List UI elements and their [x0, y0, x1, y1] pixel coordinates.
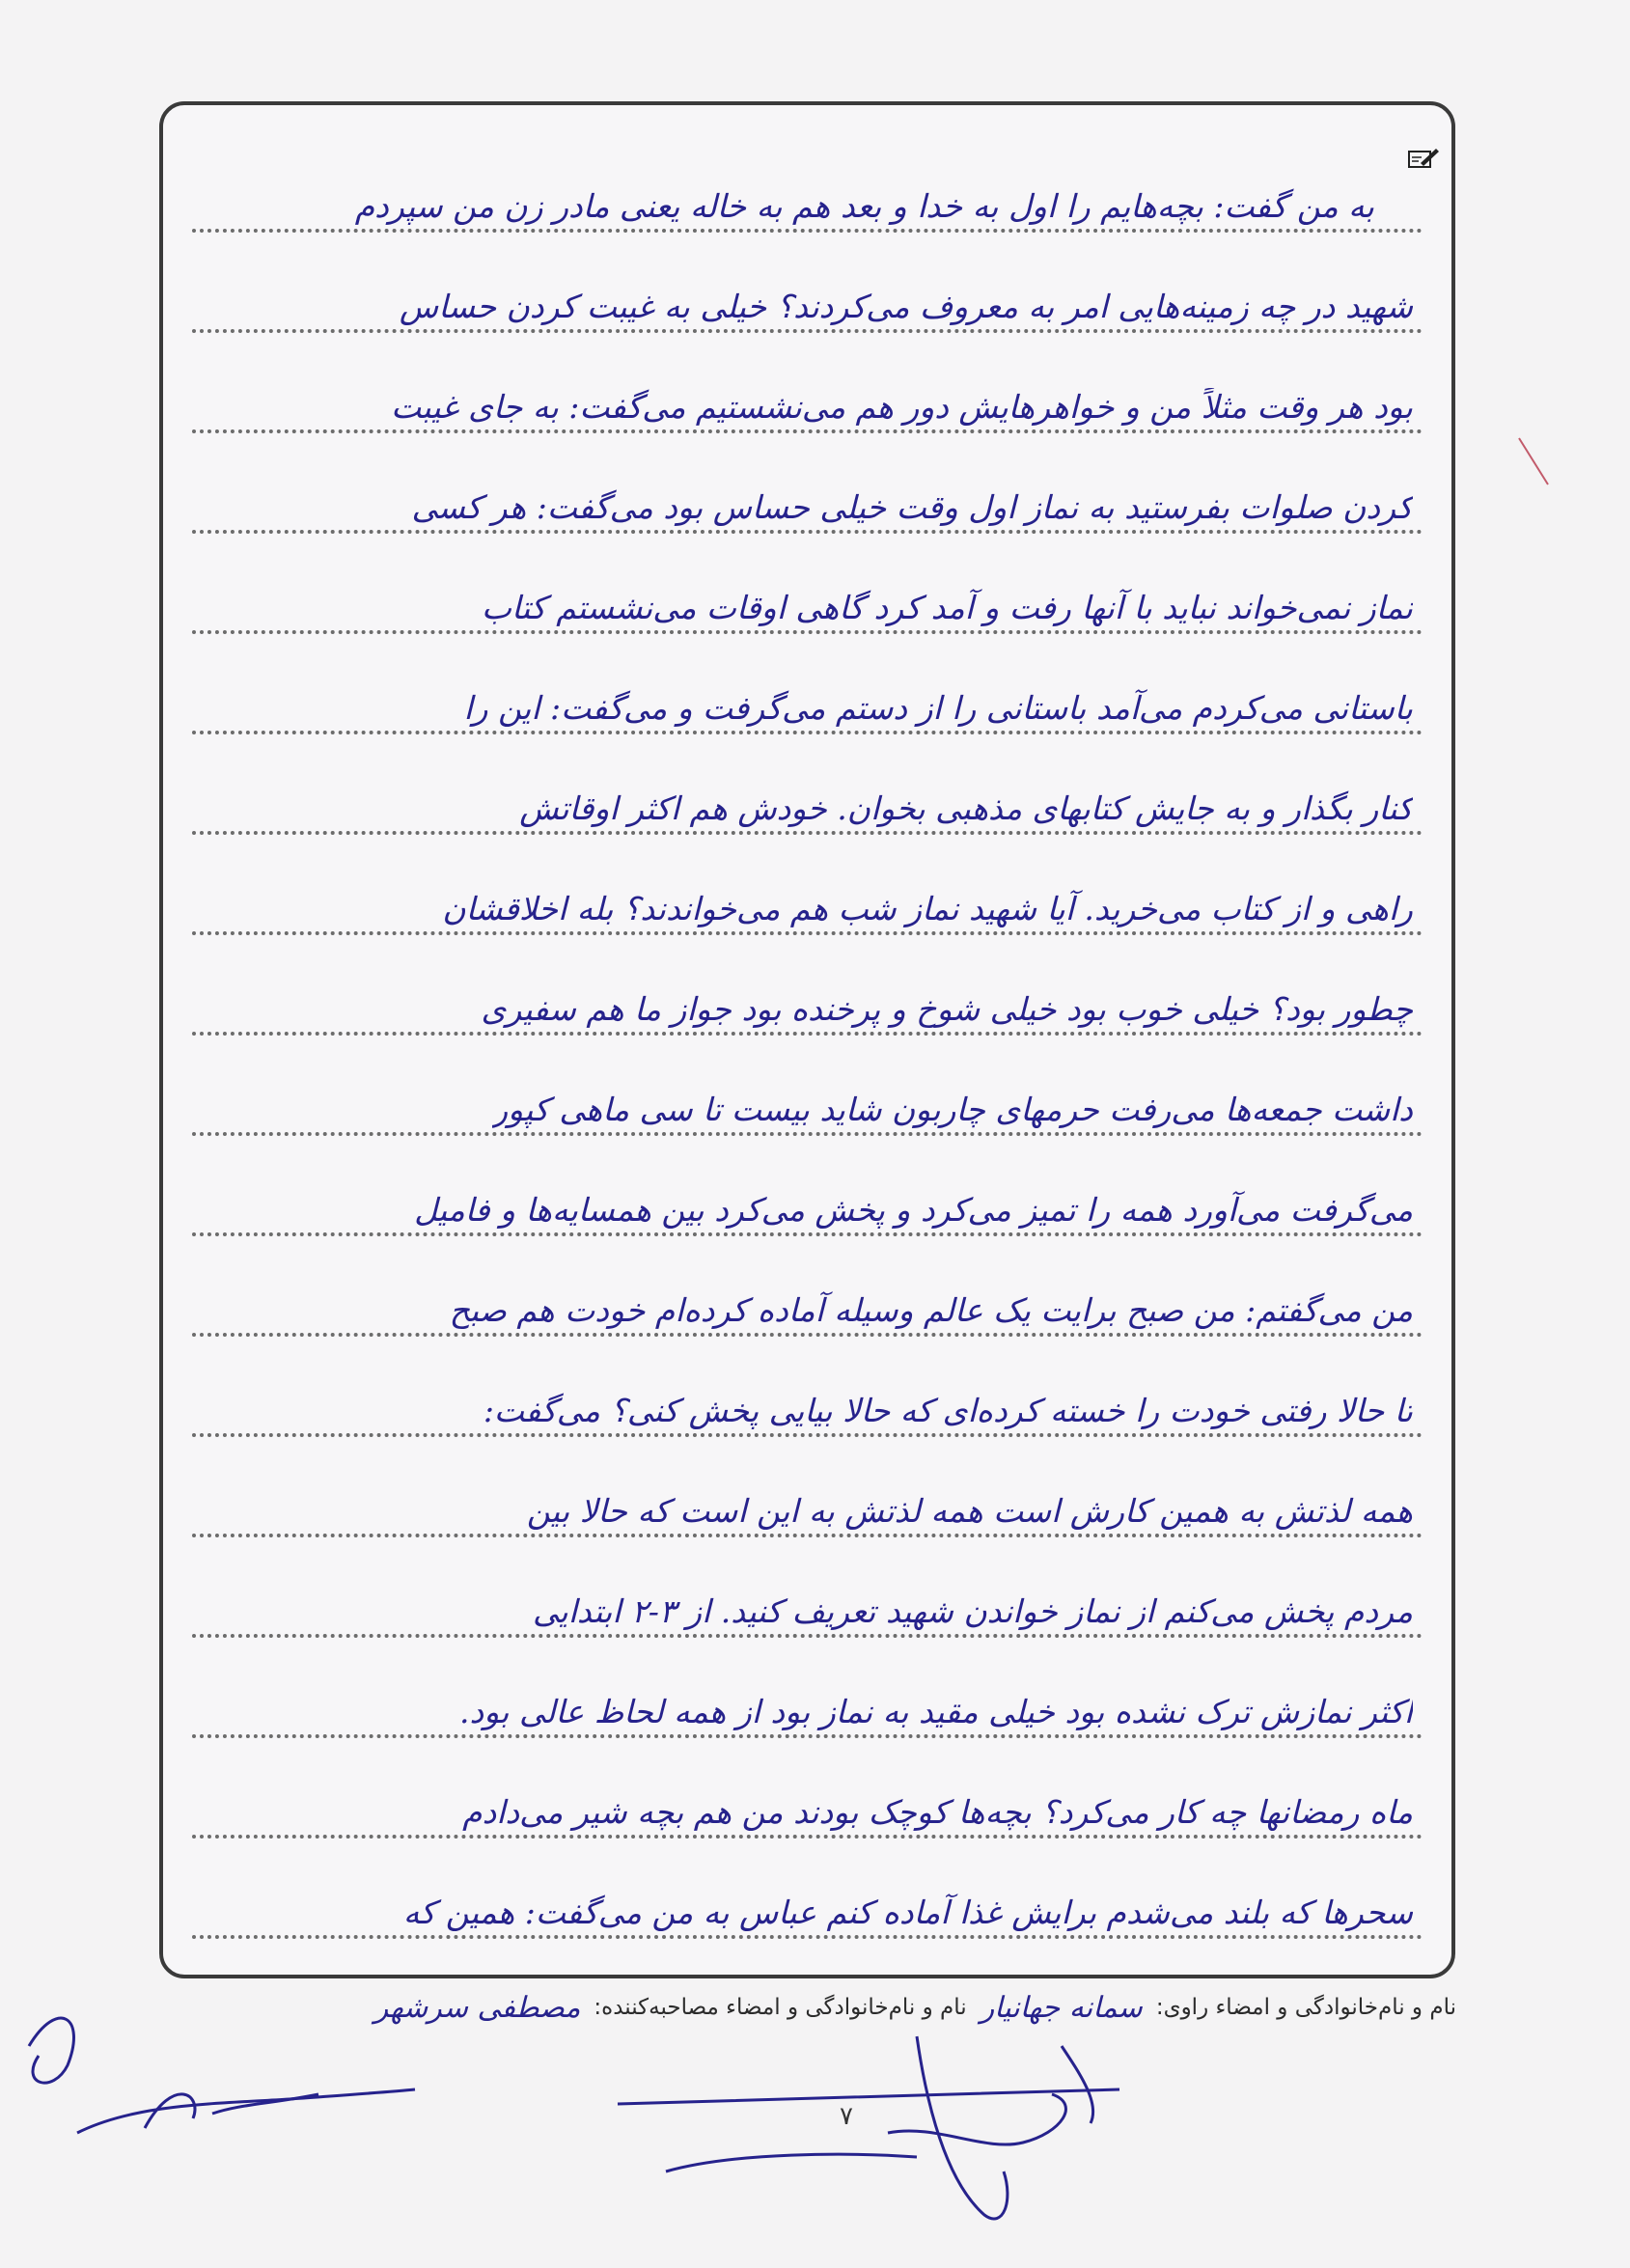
text-line [192, 433, 1423, 534]
text-line [192, 132, 1423, 233]
narrator-name: سمانه جهانیار [980, 1990, 1143, 2025]
text-line-content: باستانی می‌کردم می‌آمد باستانی را از دستم می‌گرفت و می‌گفت: این را [463, 689, 1413, 727]
handwritten-text-body [192, 105, 1423, 1975]
text-line-content: سحرها که بلند می‌شدم برایش غذا آماده کنم عباس به من می‌گفت: همین که [402, 1894, 1413, 1931]
text-line [192, 1638, 1423, 1738]
text-line-content: شهید در چه زمینه‌هایی امر به معروف می‌کردند؟ خیلی به غیبت کردن حساس [399, 288, 1413, 325]
text-line-content: داشت جمعه‌ها می‌رفت حرمهای چاربون شاید بیست تا سی ماهی کپور [492, 1091, 1413, 1128]
text-line [192, 1839, 1423, 1939]
narrator-label: نام و نام‌خانوادگی و امضاء راوی: [1155, 1995, 1456, 2020]
text-line [192, 1036, 1423, 1136]
text-line [192, 1337, 1423, 1437]
narrator-signature [0, 1959, 425, 2152]
text-line-content: کنار بگذار و به جایش کتابهای مذهبی بخوان. خودش هم اکثر اوقاتش [519, 789, 1413, 827]
text-line [192, 1537, 1423, 1638]
text-line-content: من می‌گفتم: من صبح برایت یک عالم وسیله آماده کرده‌ام خودت هم صبح [449, 1291, 1413, 1329]
interviewer-signature [598, 1988, 1216, 2239]
text-line [192, 333, 1423, 433]
text-line [192, 233, 1423, 333]
text-line-content: اکثر نمازش ترک نشده بود خیلی مقید به نماز بود از همه لحاظ عالی بود. [459, 1693, 1413, 1730]
text-line [192, 734, 1423, 835]
text-line-content: چطور بود؟ خیلی خوب بود خیلی شوخ و پرخنده بود جواز ما هم سفیری [481, 990, 1413, 1028]
text-line [192, 835, 1423, 935]
text-line-content: تا حالا رفتی خودت را خسته کرده‌ای که حالا بیایی پخش کنی؟ می‌گفت: [483, 1392, 1413, 1429]
interviewer-name: مصطفی سرشهر [373, 1990, 581, 2025]
text-line-content: به من گفت: بچه‌هایم را اول به خدا و بعد هم به خاله یعنی مادر زن من سپردم [354, 187, 1374, 225]
interviewer-label: نام و نام‌خانوادگی و امضاء مصاحبه‌کننده: [594, 1995, 967, 2020]
text-line [192, 634, 1423, 734]
text-line-content: می‌گرفت می‌آورد همه را تمیز می‌کرد و پخش می‌کرد بین همسایه‌ها و فامیل [414, 1191, 1413, 1229]
text-line [192, 534, 1423, 634]
text-line-content: ماه رمضانها چه کار می‌کرد؟ بچه‌ها کوچک بودند من هم بچه شیر می‌دادم [462, 1793, 1413, 1831]
document-page-frame [159, 101, 1455, 1978]
text-line [192, 1738, 1423, 1839]
text-line-content: کردن صلوات بفرستید به نماز اول وقت خیلی حساس بود می‌گفت: هر کسی [411, 488, 1413, 526]
page-number: ۷ [840, 2102, 853, 2131]
text-line-content: راهی و از کتاب می‌خرید. آیا شهید نماز شب هم می‌خواندند؟ بله اخلاقشان [442, 890, 1413, 927]
margin-tick-mark [1515, 434, 1554, 492]
text-line-content: نماز نمی‌خواند نباید با آنها رفت و آمد کرد گاهی اوقات می‌نشستم کتاب [481, 589, 1413, 626]
text-line [192, 1437, 1423, 1537]
text-line-content: همه لذتش به همین کارش است همه لذتش به این است که حالا بین [526, 1492, 1413, 1530]
text-line [192, 1236, 1423, 1337]
text-line-content: مردم پخش می‌کنم از نماز خواندن شهید تعریف کنید. از ۳-۲ ابتدایی [533, 1592, 1413, 1630]
text-line [192, 1136, 1423, 1236]
text-line [192, 935, 1423, 1036]
text-line-content: بود هر وقت مثلاً من و خواهرهایش دور هم می‌نشستیم می‌گفت: به جای غیبت [391, 388, 1413, 426]
